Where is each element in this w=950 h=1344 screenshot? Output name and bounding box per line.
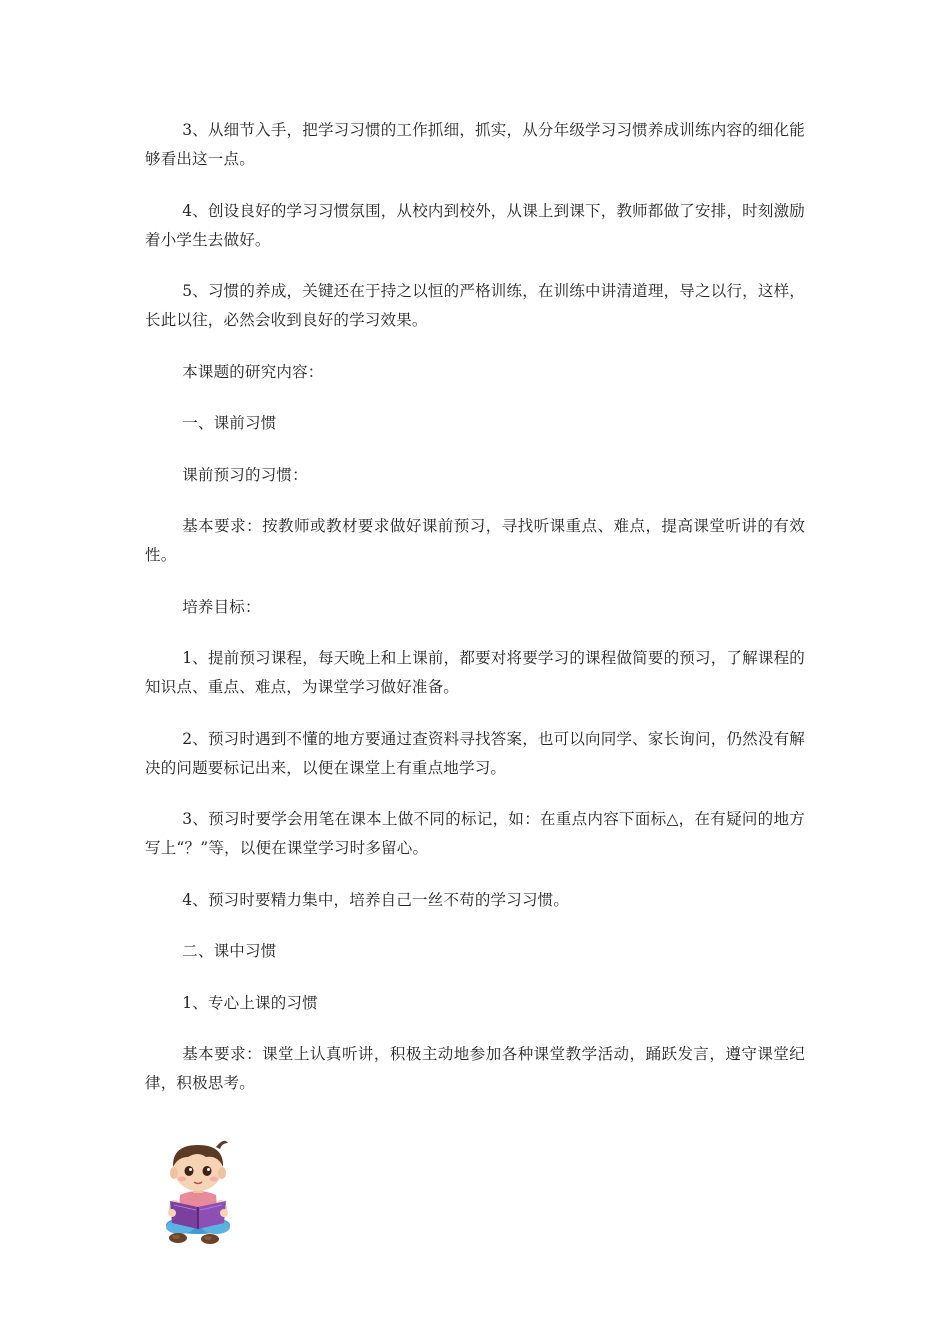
subheading-attentive-class: 1、专心上课的习惯 bbox=[182, 993, 318, 1012]
paragraph-basic-requirement-class: 基本要求：课堂上认真听讲，积极主动地参加各种课堂教学活动，踊跃发言，遵守课堂纪律，积极思考。 bbox=[145, 1045, 805, 1092]
subheading-training-goals: 培养目标： bbox=[182, 597, 261, 616]
heading-in-class-habits: 二、课中习惯 bbox=[182, 942, 277, 960]
paragraph-strict-training: 5、习惯的养成，关键还在于持之以恒的严格训练，在训练中讲清道理，导之以行，这样，长此以往，必然会收到良好的学习效果。 bbox=[145, 282, 805, 329]
paragraph-research-content: 本课题的研究内容： bbox=[182, 362, 324, 381]
child-reading-book-icon bbox=[158, 1135, 238, 1247]
paragraph-detail-start: 3、从细节入手，把学习习惯的工作抓细，抓实，从分年级学习习惯养成训练内容的细化能够看出这一点。 bbox=[145, 121, 805, 168]
paragraph-goal-2: 2、预习时遇到不懂的地方要通过查资料寻找答案，也可以向同学、家长询问，仍然没有解决的问题要标记出来，以便在课堂上有重点地学习。 bbox=[145, 729, 805, 777]
paragraph-basic-requirement-preview: 基本要求：按教师或教材要求做好课前预习，寻找听课重点、难点，提高课堂听讲的有效性。 bbox=[145, 517, 805, 564]
document-body bbox=[145, 116, 805, 1121]
paragraph-goal-1: 1、提前预习课程，每天晚上和上课前，都要对将要学习的课程做简要的预习，了解课程的知识点、重点、难点，为课堂学习做好准备。 bbox=[145, 649, 805, 696]
subheading-preview-habit: 课前预习的习惯： bbox=[182, 465, 308, 484]
paragraph-goal-3: 3、预习时要学会用笔在课本上做不同的标记，如：在重点内容下面标△，在有疑问的地方写上“？”等，以便在课堂学习时多留心。 bbox=[145, 810, 805, 857]
heading-pre-class-habits: 一、课前习惯 bbox=[182, 414, 277, 432]
paragraph-goal-4: 4、预习时要精力集中，培养自己一丝不苟的学习习惯。 bbox=[182, 890, 570, 909]
paragraph-habit-atmosphere: 4、创设良好的学习习惯氛围，从校内到校外，从课上到课下，教师都做了安排，时刻激励着小学生去做好。 bbox=[145, 201, 805, 249]
